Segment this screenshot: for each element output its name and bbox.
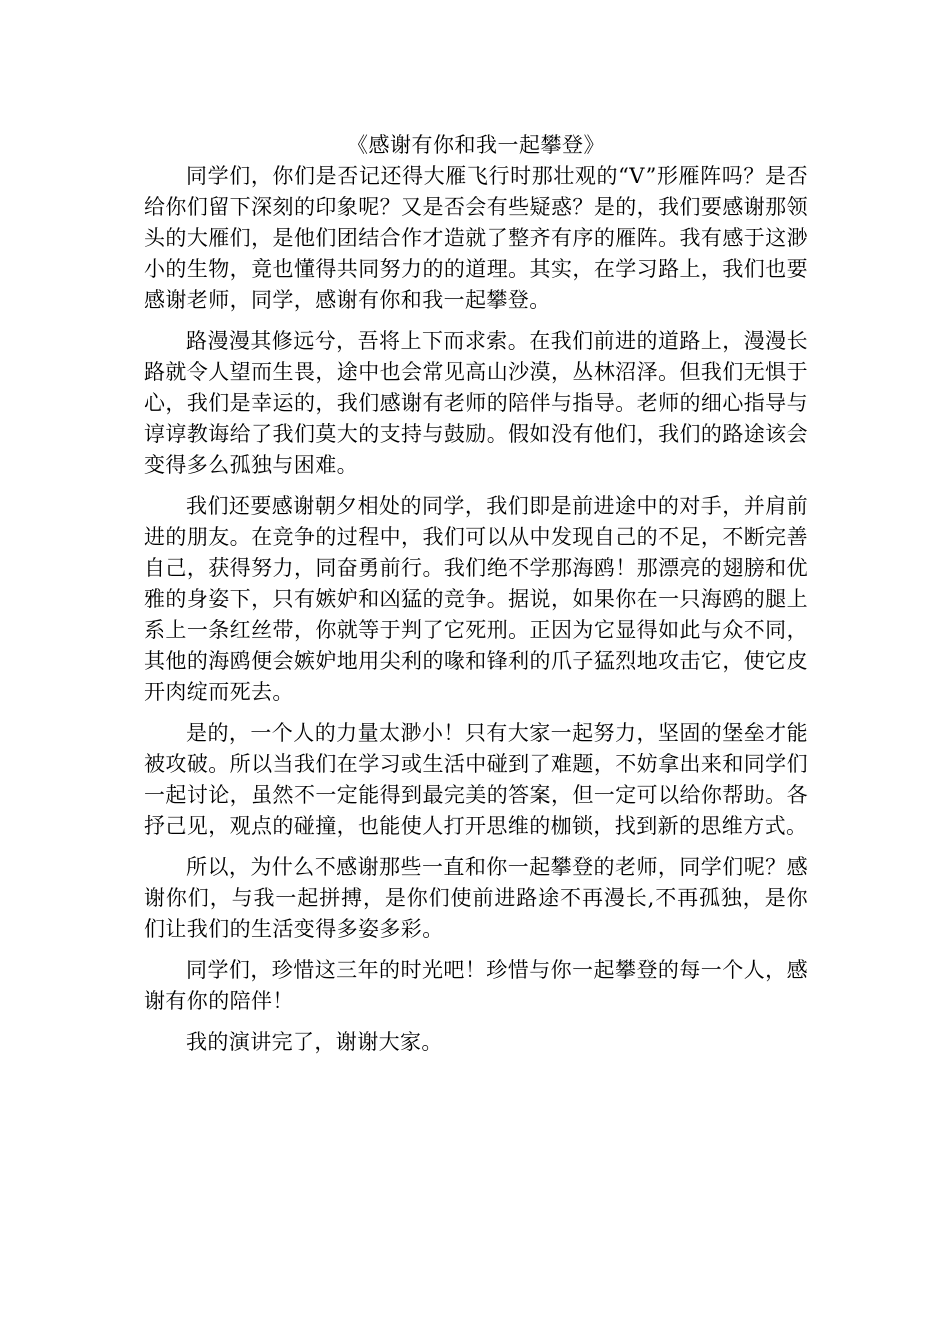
paragraph-2: 路漫漫其修远兮，吾将上下而求索。在我们前进的道路上，漫漫长路就令人望而生畏，途中也会常见高山沙漠，丛林沼泽。但我们无惧于心，我们是幸运的，我们感谢有老师的陪伴与指导。老师的细心指导与谆谆教诲给了我们莫大的支持与鼓励。假如没有他们，我们的路途该会变得多么孤独与困难。 <box>144 329 808 477</box>
paragraph-5: 所以，为什么不感谢那些一直和你一起攀登的老师，同学们呢？感谢你们，与我一起拼搏，是你们使前进路途不再漫长,不再孤独，是你们让我们的生活变得多姿多彩。 <box>144 855 808 941</box>
paragraph-7: 我的演讲完了，谢谢大家。 <box>186 1030 443 1054</box>
document-page <box>144 130 808 1068</box>
paragraph-3: 我们还要感谢朝夕相处的同学，我们即是前进途中的对手，并肩前进的朋友。在竞争的过程中，我们可以从中发现自己的不足，不断完善自己，获得努力，同奋勇前行。我们绝不学那海鸥！那漂亮的翅膀和优雅的身姿下，只有嫉妒和凶猛的竞争。据说，如果你在一只海鸥的腿上系上一条红丝带，你就等于判了它死刑。正因为它显得如此与众不同，其他的海鸥便会嫉妒地用尖利的喙和锋利的爪子猛烈地攻击它，使它皮开肉绽而死去。 <box>144 494 808 704</box>
document-title: 《感谢有你和我一起攀登》 <box>347 133 605 157</box>
paragraph-1: 同学们，你们是否记还得大雁飞行时那壮观的“V”形雁阵吗？是否给你们留下深刻的印象呢？又是否会有些疑惑？是的，我们要感谢那领头的大雁们，是他们团结合作才造就了整齐有序的雁阵。我有感于这渺小的生物，竟也懂得共同努力的的道理。其实，在学习路上，我们也要感谢老师，同学，感谢有你和我一起攀登。 <box>144 164 808 312</box>
paragraph-4: 是的，一个人的力量太渺小！只有大家一起努力，坚固的堡垒才能被攻破。所以当我们在学习或生活中碰到了难题，不妨拿出来和同学们一起讨论，虽然不一定能得到最完美的答案，但一定可以给你帮助。各抒己见，观点的碰撞，也能使人打开思维的枷锁，找到新的思维方式。 <box>144 721 808 838</box>
paragraph-6: 同学们，珍惜这三年的时光吧！珍惜与你一起攀登的每一个人，感谢有你的陪伴！ <box>144 958 808 1013</box>
